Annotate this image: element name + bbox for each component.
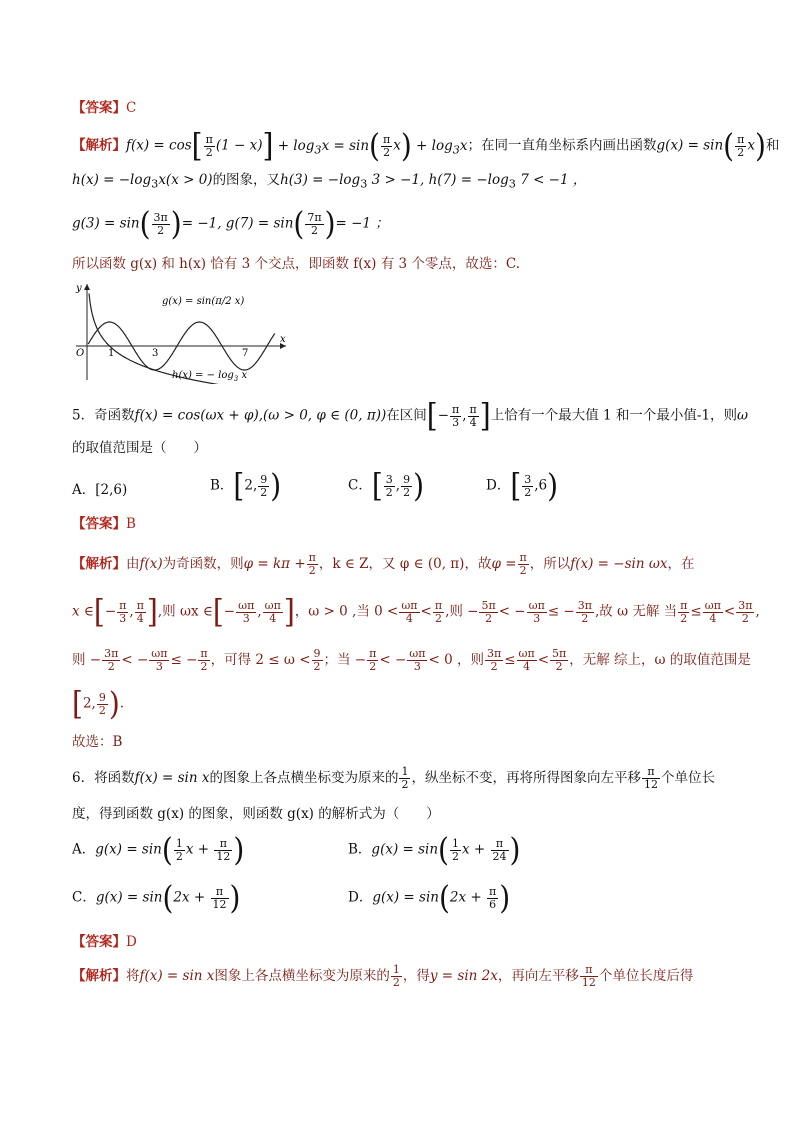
q4-answer-line bbox=[72, 98, 136, 118]
answer-value: B bbox=[126, 516, 136, 532]
y-axis-label: y bbox=[76, 283, 82, 294]
q5-option-c[interactable]: C．[ $\frac{3}{2}$ , $\frac{9}{2}$ ) bbox=[348, 466, 425, 505]
h7-tail: 7 < −1 ， bbox=[515, 172, 587, 188]
opt-text: B． bbox=[210, 477, 234, 494]
h3: h(3) = −log bbox=[280, 172, 361, 188]
q4-conclusion: 所以函数 g(x) 和 h(x) 恰有 3 个交点，即函数 f(x) 有 3 个零点，故选：C. bbox=[72, 256, 521, 272]
answer-value: C bbox=[126, 100, 137, 116]
q5-option-d[interactable]: D．[ $\frac{3}{2}$ ,6) bbox=[486, 466, 559, 505]
g7: = −1, g(7) = sin bbox=[181, 215, 294, 232]
q4-analysis-line-3: g(3) = sin( $\frac{3\pi}{2}$ )= −1, g(7) = sin( $\frac{7\pi}{2}$ )= −1 ； bbox=[72, 204, 389, 243]
q6-stem-line-2: 度，得到函数 g(x) 的图象，则函数 g(x) 的解析式为（ ） bbox=[72, 806, 440, 822]
q4-text-b: 和 bbox=[765, 137, 780, 154]
h7: 3 > −1, h(7) = −log bbox=[367, 172, 509, 188]
h-def: h(x) = −log bbox=[72, 172, 152, 188]
q5-option-a[interactable] bbox=[72, 480, 127, 500]
formula: f(x) = cos bbox=[126, 137, 192, 154]
q5-answer-line bbox=[72, 514, 136, 534]
q4-text-c: 的图象，又 bbox=[212, 172, 281, 188]
analysis-tag: 【解析】 bbox=[72, 556, 126, 572]
q5-text-2: 上恰有一个最大值 1 和一个最小值-1，则 bbox=[490, 407, 738, 424]
q6-option-b[interactable]: B．g(x) = sin( $\frac{1}{2}$ x + $\frac{\pi}{24}$ ) bbox=[348, 830, 521, 869]
function-graph bbox=[72, 282, 292, 384]
q5-function: f(x) = cos(ωx + φ),(ω > 0, φ ∈ (0, π)) bbox=[134, 407, 387, 424]
q6-analysis-line: 【解析】将f(x) = sin x图象上各点横坐标变为原来的 $\frac{1}{2}$ ，得y = sin 2x，再向左平移 $\frac{\pi}{12}$ 个单位长度后得 bbox=[72, 963, 694, 989]
q4-analysis-line-1: 【解析】f(x) = cos[ $\frac{\pi}{2}$ $(1 - x)] + \log_3x = \sin$( $\frac{\pi}{2}$ $x) + \log_3x$；在同一直角坐标系内画出函数g(x) = sin( $\frac{\pi}{2}$ x)和 bbox=[72, 126, 780, 165]
q6-option-a[interactable]: A．g(x) = sin( $\frac{1}{2}$ x + $\frac{\pi}{12}$ ) bbox=[72, 830, 245, 869]
q5-analysis-line-2: x ∈[− $\frac{\pi}{3}$ , $\frac{\pi}{4}$ ],则 ωx ∈[− $\frac{\omega\pi}{3}$ , $\frac{\omega\pi}{4}$ ]，ω > 0 ,当 0 < $\frac{\omega\pi}{4}$ < $\frac{\pi}{2}$ ,则 − $\frac{5\pi}{2}$ < − $\frac{\omega\pi}{3}$ ≤ − $\frac{3\pi}{2}$ ,故 ω 无解 当 $\frac{\pi}{2}$ ≤ $\frac{\omega\pi}{4}$ < $\frac{3\pi}{2}$ , bbox=[72, 592, 760, 631]
answer-tag: 【答案】 bbox=[72, 516, 126, 532]
tick-3: 3 bbox=[152, 348, 159, 359]
q4-analysis-line-2: $h(x) = -\log_3x(x > 0)$的图象，又$h(3) = -\log_3$ 3 > −1, $h(7) = -\log_3$ 7 < −1 ， bbox=[72, 172, 587, 191]
q5-analysis-line-1: 【解析】由f(x)为奇函数，则φ = kπ + $\frac{\pi}{2}$ ，k ∈ Z，又 φ ∈ (0, π)，故φ = $\frac{\pi}{2}$ ，所以f(x) = −sin ωx，在 bbox=[72, 551, 695, 577]
analysis-tag: 【解析】 bbox=[72, 137, 126, 154]
q5-option-b[interactable]: B．[2, $\frac{9}{2}$ ) bbox=[210, 466, 282, 505]
q5-analysis-line-3: 则 − $\frac{3\pi}{2}$ < − $\frac{\omega\pi}{3}$ ≤ − $\frac{\pi}{2}$ ，可得 2 ≤ ω < $\frac{9}{2}$ ；当 − $\frac{\pi}{2}$ < − $\frac{\omega\pi}{3}$ < 0 ，则 $\frac{3\pi}{2}$ ≤ $\frac{\omega\pi}{4}$ < $\frac{5\pi}{2}$ ，无解 综上，ω 的取值范围是 bbox=[72, 647, 751, 673]
g7-tail: = −1 ； bbox=[335, 215, 389, 232]
answer-tag: 【答案】 bbox=[72, 100, 126, 116]
q5-conclusion: 故选：B bbox=[72, 734, 123, 750]
q6-option-d[interactable]: D．g(x) = sin(2x + $\frac{\pi}{6}$ ) bbox=[348, 878, 511, 917]
omega: ω bbox=[737, 407, 749, 424]
tick-7: 7 bbox=[242, 348, 249, 359]
opt-text: D． bbox=[486, 477, 511, 494]
q6-answer-line bbox=[72, 932, 137, 952]
q6-stem-line-1: 6．将函数f(x) = sin x的图象上各点横坐标变为原来的 $\frac{1}{2}$ ，纵坐标不变，再将所得图象向左平移 $\frac{\pi}{12}$ 个单位长 bbox=[72, 765, 715, 791]
q5-analysis-line-4: [2, $\frac{9}{2}$ ). bbox=[72, 684, 125, 723]
q5-number: 5．奇函数 bbox=[72, 407, 135, 424]
opt-text: A．[2,6) bbox=[72, 482, 128, 498]
answer-value: D bbox=[126, 934, 137, 950]
q5-text: 在区间 bbox=[386, 407, 427, 424]
tick-1: 1 bbox=[108, 348, 115, 359]
h-label: h(x) = − $\log_3 x$ bbox=[172, 370, 248, 383]
g-label: g(x) = sin(π/2 x) bbox=[162, 296, 245, 307]
q5-stem-line-2: 的取值范围是（ ） bbox=[72, 440, 207, 456]
g3: g(3) = sin bbox=[72, 215, 140, 232]
analysis-tag: 【解析】 bbox=[72, 968, 126, 984]
q5-stem-line-1: 5．奇函数f(x) = cos(ωx + φ),(ω > 0, φ ∈ (0, π))在区间[− $\frac{\pi}{3}$ , $\frac{\pi}{4}$ ]上恰有一个最大值 1 和一个最小值-1，则ω bbox=[72, 396, 749, 435]
opt-text: C． bbox=[348, 477, 372, 494]
answer-tag: 【答案】 bbox=[72, 934, 126, 950]
origin-label: O bbox=[76, 348, 85, 359]
q4-text-a: ；在同一直角坐标系内画出函数 bbox=[467, 137, 657, 154]
x-axis-label: x bbox=[280, 334, 286, 345]
q6-option-c[interactable]: C．g(x) = sin(2x + $\frac{\pi}{12}$ ) bbox=[72, 878, 241, 917]
